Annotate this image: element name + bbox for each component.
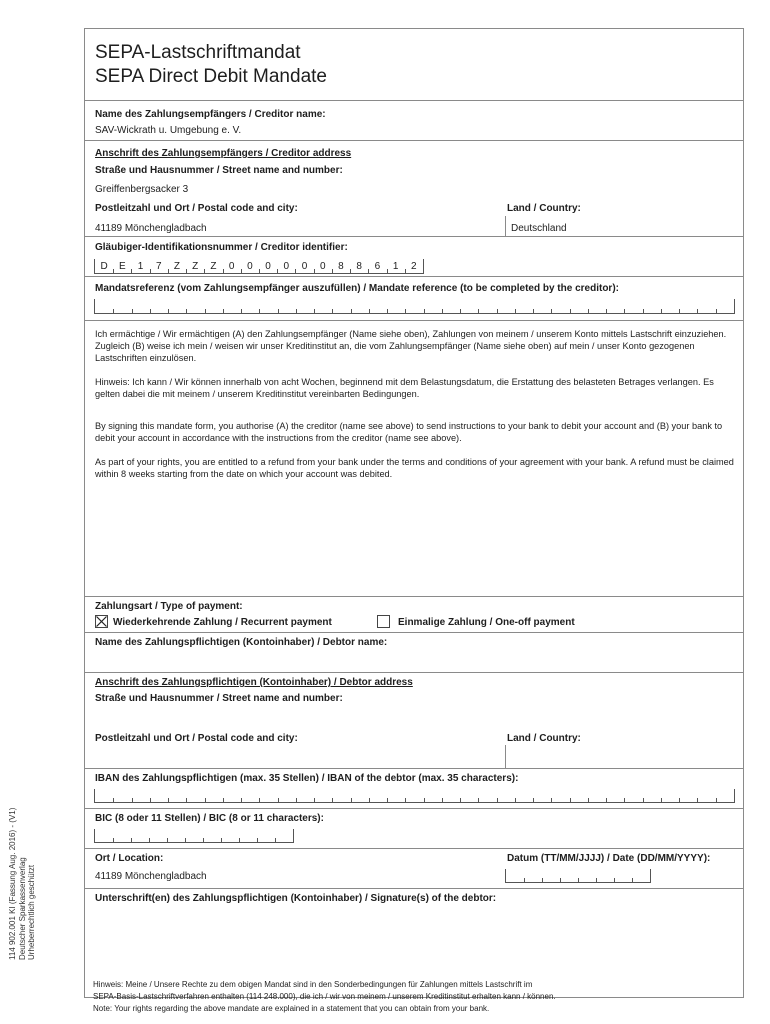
- comb-cell[interactable]: [460, 299, 478, 313]
- comb-cell[interactable]: [351, 789, 369, 802]
- publisher: Deutscher Sparkassenverlag: [17, 857, 27, 960]
- date-label: Datum (TT/MM/JJJJ) / Date (DD/MM/YYYY):: [507, 853, 711, 864]
- comb-cell: 1: [387, 259, 405, 273]
- comb-cell[interactable]: [405, 299, 423, 313]
- comb-cell: Z: [204, 259, 222, 273]
- date-input[interactable]: [505, 869, 651, 883]
- comb-cell[interactable]: [332, 789, 350, 802]
- comb-cell[interactable]: [614, 869, 632, 882]
- comb-cell[interactable]: [296, 789, 314, 802]
- form-title: [85, 29, 743, 101]
- comb-cell[interactable]: [95, 299, 113, 313]
- comb-cell[interactable]: [533, 299, 551, 313]
- debtor-address-heading: Anschrift des Zahlungspflichtigen (Kontoinhaber) / Debtor address: [95, 677, 413, 688]
- comb-cell[interactable]: [643, 789, 661, 802]
- comb-cell[interactable]: [221, 829, 239, 842]
- one-off-payment-checkbox[interactable]: [377, 615, 390, 628]
- comb-cell[interactable]: [332, 299, 350, 313]
- comb-cell[interactable]: [679, 299, 697, 313]
- debtor-country-label: Land / Country:: [507, 733, 581, 744]
- comb-cell: 1: [131, 259, 149, 273]
- debtor-street-label: Straße und Hausnummer / Street name and number:: [95, 693, 343, 704]
- comb-cell[interactable]: [478, 299, 496, 313]
- comb-cell[interactable]: [259, 789, 277, 802]
- recurrent-payment-label: Wiederkehrende Zahlung / Recurrent payment: [113, 617, 332, 628]
- debtor-country-divider: [505, 745, 506, 769]
- comb-cell[interactable]: [697, 299, 715, 313]
- creditor-name-value: SAV-Wickrath u. Umgebung e. V.: [95, 125, 242, 136]
- one-off-payment-label: Einmalige Zahlung / One-off payment: [398, 617, 575, 628]
- comb-cell[interactable]: [186, 299, 204, 313]
- comb-cell[interactable]: [296, 299, 314, 313]
- comb-cell[interactable]: [257, 829, 275, 842]
- creditor-city-value: 41189 Mönchengladbach: [95, 223, 207, 234]
- iban-section: [85, 769, 743, 809]
- footer-note: [93, 979, 743, 1015]
- debtor-name-section[interactable]: [85, 633, 743, 673]
- comb-cell[interactable]: [387, 789, 405, 802]
- comb-cell[interactable]: [223, 299, 241, 313]
- comb-cell[interactable]: [369, 789, 387, 802]
- comb-cell[interactable]: [239, 829, 257, 842]
- comb-cell[interactable]: [716, 789, 734, 802]
- comb-cell: 0: [223, 259, 241, 273]
- creditor-name-section: [85, 101, 743, 141]
- comb-cell[interactable]: [95, 829, 113, 842]
- bic-input[interactable]: [94, 829, 294, 843]
- location-label: Ort / Location:: [95, 853, 164, 864]
- comb-cell[interactable]: [588, 299, 606, 313]
- comb-cell[interactable]: [578, 869, 596, 882]
- title-german: SEPA-Lastschriftmandat: [95, 42, 301, 63]
- comb-cell[interactable]: [314, 789, 332, 802]
- bic-section: [85, 809, 743, 849]
- comb-cell[interactable]: [185, 829, 203, 842]
- comb-cell[interactable]: [442, 299, 460, 313]
- creditor-name-label: Name des Zahlungsempfängers / Creditor name:: [95, 109, 326, 120]
- comb-cell[interactable]: [168, 299, 186, 313]
- country-divider: [505, 216, 506, 237]
- creditor-address-heading: Anschrift des Zahlungsempfängers / Creditor address: [95, 148, 352, 159]
- comb-cell[interactable]: [497, 789, 515, 802]
- comb-cell: 8: [350, 259, 368, 273]
- comb-cell: 0: [295, 259, 313, 273]
- comb-cell[interactable]: [551, 299, 569, 313]
- comb-cell[interactable]: [132, 299, 150, 313]
- comb-cell[interactable]: [661, 789, 679, 802]
- checkbox-cross-icon: [96, 616, 107, 627]
- debtor-city-label: Postleitzahl und Ort / Postal code and city:: [95, 733, 298, 744]
- comb-cell[interactable]: [570, 789, 588, 802]
- sepa-mandate-form: [84, 28, 744, 998]
- comb-cell[interactable]: [205, 789, 223, 802]
- comb-cell[interactable]: [624, 789, 642, 802]
- comb-cell[interactable]: [551, 789, 569, 802]
- comb-cell[interactable]: [205, 299, 223, 313]
- comb-cell[interactable]: [515, 789, 533, 802]
- comb-cell[interactable]: [560, 869, 578, 882]
- mandate-reference-label: Mandatsreferenz (vom Zahlungsempfänger auszufüllen) / Mandate reference (to be completed by the creditor):: [95, 283, 619, 294]
- comb-cell[interactable]: [424, 299, 442, 313]
- authorisation-de-paragraph: Ich ermächtige / Wir ermächtigen (A) den Zahlungsempfänger (Name siehe oben), Zahlungen von meinem / unserem Konto mittels Lastschrift einzuziehen. Zugleich (B) weise ich mein / weisen wir unser Kreditinstitut an, die vom Zahlungsempfänger (Name siehe oben) auf mein / unser Konto gezogenen Lastschriften einzulösen.: [95, 329, 727, 363]
- comb-cell[interactable]: [697, 789, 715, 802]
- comb-cell: D: [100, 260, 108, 272]
- comb-cell[interactable]: [241, 789, 259, 802]
- payment-type-section: [85, 597, 743, 633]
- comb-cell[interactable]: [351, 299, 369, 313]
- comb-cell: 8: [332, 259, 350, 273]
- comb-cell: 2: [405, 259, 423, 273]
- comb-cell[interactable]: [405, 789, 423, 802]
- comb-cell[interactable]: [588, 789, 606, 802]
- comb-cell: 0: [314, 259, 332, 273]
- comb-cell[interactable]: [460, 789, 478, 802]
- comb-cell[interactable]: [570, 299, 588, 313]
- comb-cell[interactable]: [369, 299, 387, 313]
- comb-cell: Z: [186, 259, 204, 273]
- creditor-country-label: Land / Country:: [507, 203, 581, 214]
- payment-type-label: Zahlungsart / Type of payment:: [95, 601, 243, 612]
- comb-cell[interactable]: [424, 789, 442, 802]
- copyright-note: Urheberrechtlich geschützt: [27, 864, 36, 960]
- comb-cell[interactable]: [478, 789, 496, 802]
- comb-cell[interactable]: [506, 869, 524, 882]
- comb-cell[interactable]: [632, 869, 650, 882]
- comb-cell[interactable]: [661, 299, 679, 313]
- comb-cell[interactable]: [278, 299, 296, 313]
- creditor-identifier-label: Gläubiger-Identifikationsnummer / Creditor identifier:: [95, 242, 348, 253]
- creditor-country-value: Deutschland: [511, 223, 567, 234]
- iban-input[interactable]: [94, 789, 735, 803]
- comb-cell[interactable]: [606, 789, 624, 802]
- recurrent-payment-checkbox[interactable]: [95, 615, 108, 628]
- authorisation-text-section: [85, 321, 743, 597]
- comb-cell: Z: [168, 259, 186, 273]
- signature-label: Unterschrift(en) des Zahlungspflichtigen (Kontoinhaber) / Signature(s) of the debtor:: [95, 893, 497, 904]
- iban-label: IBAN des Zahlungspflichtigen (max. 35 Stellen) / IBAN of the debtor (max. 35 characters):: [95, 773, 519, 784]
- comb-cell[interactable]: [679, 789, 697, 802]
- comb-cell[interactable]: [524, 869, 542, 882]
- bic-label: BIC (8 oder 11 Stellen) / BIC (8 or 11 characters):: [95, 813, 324, 824]
- comb-cell: E: [113, 259, 131, 273]
- comb-cell: 6: [368, 259, 386, 273]
- debtor-name-label: Name des Zahlungspflichtigen (Kontoinhaber) / Debtor name:: [95, 637, 388, 648]
- comb-cell[interactable]: [95, 789, 113, 802]
- title-english: SEPA Direct Debit Mandate: [95, 66, 327, 87]
- comb-cell[interactable]: [606, 299, 624, 313]
- footer-line-1: Hinweis: Meine / Unsere Rechte zu dem obigen Mandat sind in den Sonderbedingungen für Zahlungen mittels Lastschrift im: [93, 980, 533, 989]
- comb-cell[interactable]: [167, 829, 185, 842]
- comb-cell[interactable]: [716, 299, 734, 313]
- comb-cell[interactable]: [150, 299, 168, 313]
- comb-cell[interactable]: [150, 789, 168, 802]
- creditor-street-label: Straße und Hausnummer / Street name and number:: [95, 165, 343, 176]
- signature-section[interactable]: [85, 889, 743, 971]
- creditor-address-section: [85, 141, 743, 237]
- comb-cell[interactable]: [113, 299, 131, 313]
- comb-cell[interactable]: [624, 299, 642, 313]
- footer-line-2: SEPA-Basis-Lastschriftverfahren enthalten (114 248.000), die ich / wir von meinem / unserem Kreditinstitut erhalten kann / können.: [93, 992, 556, 1001]
- comb-cell[interactable]: [515, 299, 533, 313]
- creditor-city-label: Postleitzahl und Ort / Postal code and city:: [95, 203, 298, 214]
- comb-cell[interactable]: [275, 829, 293, 842]
- comb-cell[interactable]: [223, 789, 241, 802]
- comb-cell[interactable]: [132, 789, 150, 802]
- comb-cell[interactable]: [533, 789, 551, 802]
- comb-cell[interactable]: [186, 789, 204, 802]
- comb-cell[interactable]: [387, 299, 405, 313]
- comb-cell[interactable]: [442, 789, 460, 802]
- debtor-address-section: [85, 673, 743, 769]
- location-date-section: [85, 849, 743, 889]
- comb-cell: 0: [259, 259, 277, 273]
- comb-cell: 7: [150, 259, 168, 273]
- comb-cell[interactable]: [241, 299, 259, 313]
- comb-cell[interactable]: [113, 789, 131, 802]
- refund-note-de-paragraph: Hinweis: Ich kann / Wir können innerhalb von acht Wochen, beginnend mit dem Belastungsdatum, die Erstattung des belasteten Betrages verlangen. Es gelten dabei die mit meinem / unserem Kreditinstitut vereinbarten Bedingungen.: [95, 377, 714, 399]
- comb-cell: 0: [277, 259, 295, 273]
- form-number: 114 902.001 KI (Fassung Aug. 2016) - (V1): [8, 807, 17, 960]
- comb-cell[interactable]: [113, 829, 131, 842]
- location-value: 41189 Mönchengladbach: [95, 871, 207, 882]
- comb-cell[interactable]: [149, 829, 167, 842]
- form-side-note: [8, 808, 37, 960]
- comb-cell[interactable]: [203, 829, 221, 842]
- comb-cell[interactable]: [259, 299, 277, 313]
- creditor-street-value: Greiffenbergsacker 3: [95, 184, 189, 195]
- comb-cell[interactable]: [542, 869, 560, 882]
- authorisation-en-paragraph: By signing this mandate form, you authorise (A) the creditor (name see above) to send instructions to your bank to debit your account and (B) your bank to debit your account in accordance with the instructions from the creditor (name see above).: [95, 421, 723, 443]
- comb-cell: 0: [241, 259, 259, 273]
- comb-cell[interactable]: [314, 299, 332, 313]
- comb-cell[interactable]: [643, 299, 661, 313]
- comb-cell[interactable]: [168, 789, 186, 802]
- footer-line-3: Note: Your rights regarding the above mandate are explained in a statement that you can obtain from your bank.: [93, 1004, 490, 1013]
- comb-cell[interactable]: [131, 829, 149, 842]
- comb-cell[interactable]: [278, 789, 296, 802]
- creditor-identifier-field: [94, 259, 424, 274]
- comb-cell[interactable]: [497, 299, 515, 313]
- mandate-reference-input[interactable]: [94, 299, 735, 314]
- mandate-reference-section: [85, 277, 743, 321]
- refund-note-en-paragraph: As part of your rights, you are entitled to a refund from your bank under the terms and conditions of your agreement with your bank. A refund must be claimed within 8 weeks starting from the date on which your account was debited.: [95, 457, 734, 479]
- creditor-identifier-section: [85, 237, 743, 277]
- comb-cell[interactable]: [596, 869, 614, 882]
